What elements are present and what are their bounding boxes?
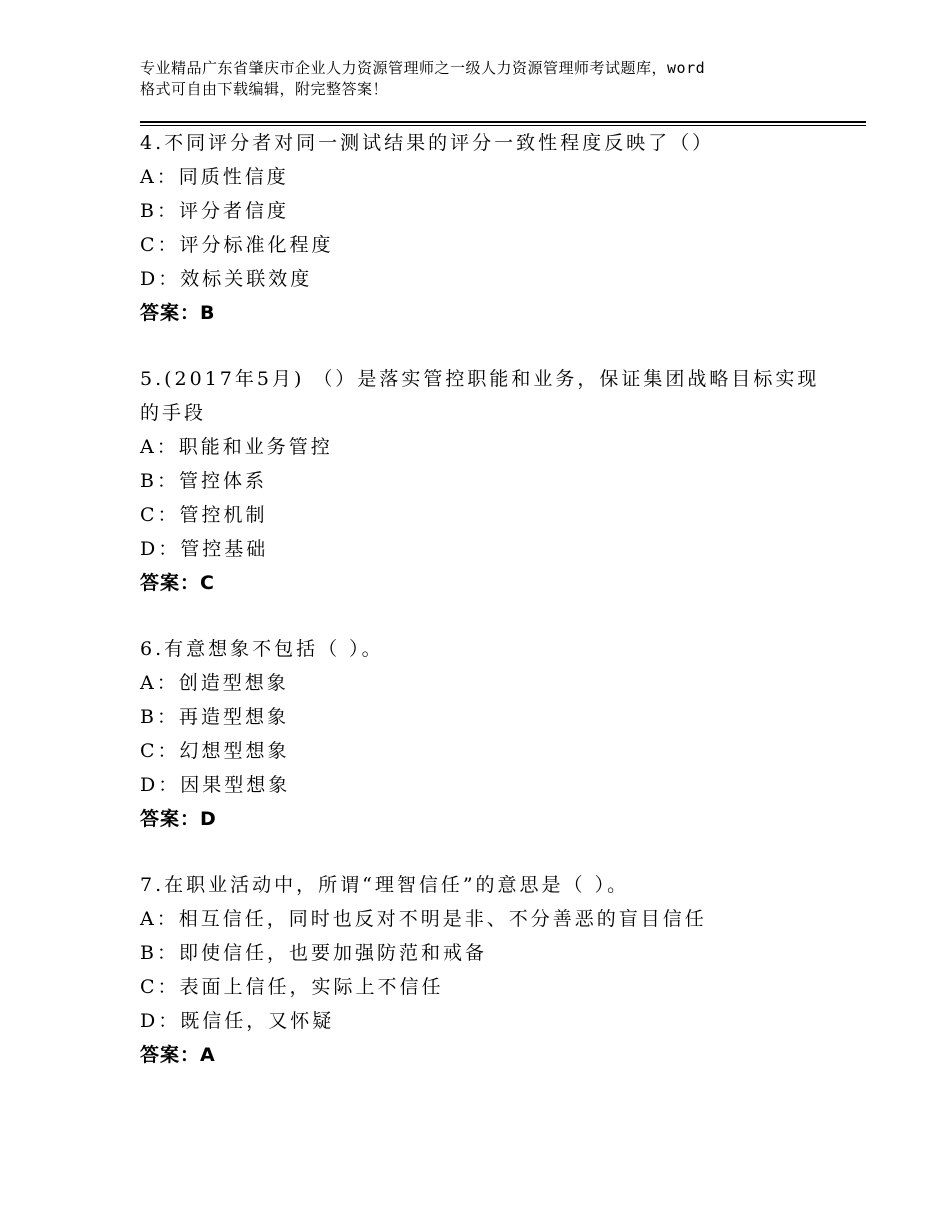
question-stem: 5.(2017年5月) （）是落实管控职能和业务，保证集团战略目标实现 [140, 368, 820, 390]
question-stem: 7.在职业活动中，所谓“理智信任”的意思是（ ）。 [140, 874, 630, 896]
question-stem: 4.不同评分者对同一测试结果的评分一致性程度反映了（） [140, 132, 715, 154]
question-4 [140, 126, 870, 330]
document-header [140, 58, 840, 100]
option-a: A：职能和业务管控 [140, 436, 333, 458]
option-b: B：管控体系 [140, 470, 267, 492]
option-a: A：相互信任，同时也反对不明是非、不分善恶的盲目信任 [140, 908, 707, 930]
question-stem: 6.有意想象不包括（ ）。 [140, 638, 384, 660]
question-list [140, 126, 870, 1104]
question-5 [140, 362, 870, 600]
option-b: B：即使信任，也要加强防范和戒备 [140, 942, 487, 964]
answer-label: 答案：A [140, 1044, 216, 1066]
answer-label: 答案：D [140, 808, 217, 830]
option-c: C：表面上信任，实际上不信任 [140, 976, 444, 998]
answer-label: 答案：B [140, 302, 216, 324]
option-b: B：再造型想象 [140, 706, 289, 728]
option-d: D：因果型想象 [140, 774, 291, 796]
option-d: D：既信任，又怀疑 [140, 1010, 335, 1032]
header-line-1: 专业精品广东省肇庆市企业人力资源管理师之一级人力资源管理师考试题库，word [140, 59, 706, 77]
header-line-2: 格式可自由下载编辑，附完整答案！ [140, 80, 389, 98]
question-stem-continued: 的手段 [140, 402, 207, 424]
header-divider-thick [140, 121, 866, 123]
option-a: A：创造型想象 [140, 672, 289, 694]
option-d: D：管控基础 [140, 538, 269, 560]
answer-label: 答案：C [140, 572, 215, 594]
option-c: C：管控机制 [140, 504, 268, 526]
option-c: C：幻想型想象 [140, 740, 290, 762]
option-c: C：评分标准化程度 [140, 234, 334, 256]
question-7 [140, 868, 870, 1072]
option-b: B：评分者信度 [140, 200, 289, 222]
option-a: A：同质性信度 [140, 166, 289, 188]
option-d: D：效标关联效度 [140, 268, 313, 290]
question-6 [140, 632, 870, 836]
